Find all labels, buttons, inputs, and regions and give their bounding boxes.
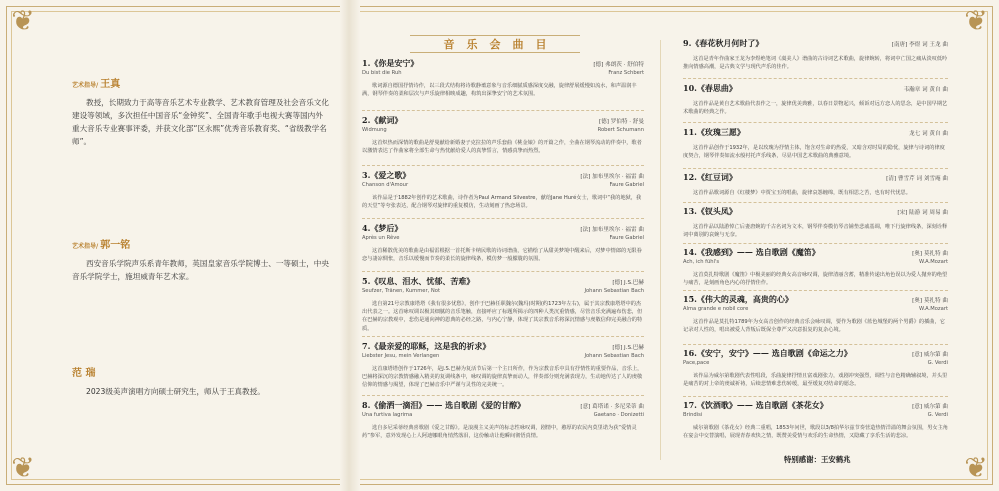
piece-description: 这首作品创作于1932年，是以玫瑰为抒情主体，饱含对生命的热爱，又暗含对时局的隐忧，旋律与诗词的律度度契合，钢琴伴奏如流水般衬托声乐线条，尽显中国艺术歌曲的典雅意境。 bbox=[683, 145, 945, 160]
divider bbox=[683, 290, 948, 291]
piece-title: 7.《最亲爱的耶稣，这是我的祈求》 bbox=[362, 341, 491, 351]
piece-title: 16.《安宁，安宁》—— 选自歌剧《命运之力》 bbox=[683, 348, 852, 358]
piece-composer: 韦瀚章 词 黄自 曲 bbox=[903, 87, 948, 93]
piece-subtitle: Après un Rêve bbox=[362, 235, 400, 241]
piece-description: 歌词源自德国抒情诗作，以三段式结构将诗歌静谧意象与音乐细腻质感深度交融，旋律舒展缓慢如流水，和声温润丰满，钢琴伴奏的柔和层次与声乐旋律相映成趣，构筑出深挚安宁的艺术氛围。 bbox=[362, 83, 637, 98]
program-item bbox=[683, 172, 948, 197]
piece-description: 这首炽热而深情的歌曲是舒曼献给新婚妻子克拉拉的声乐套曲《桃金娘》的开篇之作，全曲在钢琴流动的伴奏中，歌者以激情表达了作曲家将全部生命与热忱献给爱人的真挚誓言，情感真挚而热烈。 bbox=[362, 140, 642, 155]
bio-text: 2023级美声演唱方向硕士研究生，师从于王真教授。 bbox=[86, 387, 265, 396]
divider bbox=[362, 110, 644, 111]
program-item bbox=[683, 247, 948, 287]
page-fold bbox=[340, 0, 360, 491]
piece-composer: [德] 弗朗茨 · 舒伯特 bbox=[593, 62, 644, 68]
divider bbox=[683, 168, 948, 169]
piece-description: 该作品为威尔第歌剧代表性唱段，乐曲旋律抒情且富戏剧张力，戏剧冲突强烈，调性与音色精确辅叙境，并头里是痛苦的对上帝的虔诚祈祷，后续悲情难悲伤转缓，最至缓复对结命的愿念。 bbox=[683, 373, 948, 388]
divider bbox=[362, 218, 644, 219]
piece-subtitle: Chanson d'Amour bbox=[362, 182, 409, 188]
piece-description: 威尔第歌剧《茶花女》经典二重唱，1853年问世，歌段以3/8拍华尔兹节奏营造热情洋溢的舞会氛围，男女主角在宴会中交替演唱，展现青春欢快之情，既赞美爱情与欢乐的生命热情，又隐藏了享乐生活的悲凉。 bbox=[683, 425, 948, 440]
program-item bbox=[683, 83, 948, 116]
piece-title: 11.《玫瑰三愿》 bbox=[683, 127, 745, 137]
divider bbox=[362, 165, 644, 166]
program-item bbox=[362, 58, 644, 98]
bio-name: 范 瑞 bbox=[72, 368, 96, 379]
bio-name: 王真 bbox=[100, 79, 121, 90]
piece-composer: [清] 曹雪芹 词 刘雪庵 曲 bbox=[886, 176, 948, 182]
piece-title: 9.《春花秋月何时了》 bbox=[683, 38, 764, 48]
piece-composer-en: W.A.Mozart bbox=[918, 306, 948, 312]
piece-composer: [德] 罗伯特 · 舒曼 bbox=[598, 119, 644, 125]
piece-composer: [法] 加布里埃尔 · 福雷 曲 bbox=[580, 174, 644, 180]
piece-composer: [意] 葛塔诺 · 多尼采蒂 曲 bbox=[580, 404, 644, 410]
piece-composer-en: Faure Gabriel bbox=[609, 182, 644, 188]
piece-composer: 龙七 词 黄自 曲 bbox=[909, 131, 948, 137]
program-item bbox=[683, 127, 948, 160]
piece-description: 选自多尼采蒂经典喜歌剧《爱之甘醇》。是浪漫主义美声的标志性咏叹调，剧情中，憨厚的农民内莫里诺为获“爱情灵药”参军，意外发现心上人阿迪娜眼角悄然落泪，这份触动让他瞬间彻悟真情。 bbox=[362, 425, 637, 440]
bio-name: 郭一铭 bbox=[100, 240, 131, 251]
piece-subtitle: Brindisi bbox=[683, 412, 703, 418]
divider bbox=[362, 271, 644, 272]
piece-subtitle: Una furtiva lagrima bbox=[362, 412, 413, 418]
divider bbox=[362, 336, 644, 337]
piece-composer: [意] 威尔第 曲 bbox=[912, 404, 948, 410]
divider bbox=[683, 396, 948, 397]
program-item bbox=[683, 294, 948, 334]
piece-subtitle: Ach, ich fühl's bbox=[683, 259, 720, 265]
piece-title: 8.《偷洒一滴泪》—— 选自歌剧《爱的甘醇》 bbox=[362, 400, 526, 410]
piece-subtitle: Liebster Jesu, mein Verlangen bbox=[362, 353, 440, 359]
divider bbox=[683, 344, 948, 345]
bio-text: 西安音乐学院声乐系青年教师，英国皇家音乐学院博士、一等硕士，中央音乐学院学士，施坦威青年艺术家。 bbox=[72, 259, 329, 281]
piece-title: 17.《饮酒歌》—— 选自歌剧《茶花女》 bbox=[683, 400, 828, 410]
program-item bbox=[362, 170, 644, 210]
piece-description: 这首作品是黄自艺术歌曲代表作之一，旋律优美典雅，以春日景物起兴，倾诉对远方恋人的思念，是中国早期艺术歌曲的经典之作。 bbox=[683, 101, 948, 116]
piece-title: 3.《爱之歌》 bbox=[362, 170, 411, 180]
piece-description: 选自第21号宗教康塔塔《我有很多忧愁》，创作于巴赫任职魏尔(魏玛)时期(约1723年左右)，属于其宗教康塔塔中的杰出代表之一。这首咏叹调以极其细腻的音乐笔触，直接呼应了标题所揭示的四种人类沉重情感，尽管音乐充满遍布伤悲，但在巴赫的宗教观中，悲伤是通向神的恩典的必经之路，与内心宁静，体现了其宗教音乐将深沉情感与虔敬信仰完美融合的特质。 bbox=[362, 301, 643, 332]
program-item bbox=[362, 341, 644, 390]
corner-ornament-icon: ❦ bbox=[964, 451, 988, 484]
piece-description: 这首作品是莫扎特1789年为女高音创作的经典音乐会咏叹调，要作为歌剧《蓝色城堡的两个男爵》的插曲，它记录对人性的，唱出被爱人背叛后既保全尊严又决意报复的复杂心境。 bbox=[683, 319, 945, 334]
divider bbox=[362, 395, 644, 396]
piece-composer-en: W.A.Mozart bbox=[918, 259, 948, 265]
piece-composer-en: Gaetano · Donizetti bbox=[593, 412, 644, 418]
piece-subtitle: Widmung bbox=[362, 127, 387, 133]
piece-description: 这首莫扎特歌剧《魔笛》中极美丽的经典女高音咏叹调，旋律清丽含蓄，精准传递出角色误以为爱人抛弃的绝望与痛苦，是刻画角色内心的抒情佳作。 bbox=[683, 272, 948, 287]
piece-composer-en: G. Verdi bbox=[927, 412, 948, 418]
bio-guo-yiming bbox=[72, 236, 330, 283]
corner-ornament-icon: ❦ bbox=[964, 4, 988, 37]
divider bbox=[683, 78, 948, 79]
piece-title: 1.《你是安宁》 bbox=[362, 58, 419, 68]
piece-composer: [法] 加布里埃尔 · 福雷 曲 bbox=[580, 227, 644, 233]
piece-description: 这首作品以陆游悼亡后妻唐婉的千古名词为文本，钢琴伴奏模仿琴音铺垫悲戚基调，唯下行旋律线条，深刻诠释词中离别的哀婉与无奈。 bbox=[683, 224, 948, 239]
program-item bbox=[683, 206, 948, 239]
program-item bbox=[683, 400, 948, 440]
piece-composer-en: Johann Sebastian Bach bbox=[584, 288, 644, 294]
bio-fan-rui bbox=[72, 364, 330, 398]
piece-composer: [奥] 莫扎特 曲 bbox=[912, 251, 948, 257]
piece-description: 这首康塔塔创作于1726年，是J.S.巴赫为复活节后第一个主日所作，作为宗教音乐中具有抒情性的重要作品，音乐上，巴赫将深沉的宗教情感融入精美的复调线条中，咏叹调的旋律真挚而动人，伴奏部分则充满表现力，生动地传达了人的虔敬信仰的情感与渴望，体现了巴赫音乐中严谨与灵性的完美统一。 bbox=[362, 366, 643, 389]
bio-role: 艺术指导/ bbox=[72, 243, 99, 250]
piece-title: 10.《春思曲》 bbox=[683, 83, 737, 93]
piece-composer: [南唐] 李煜 词 王龙 曲 bbox=[891, 42, 948, 48]
program-item bbox=[362, 223, 644, 263]
piece-description: 这首是青年作曲家王龙为李煜绝笔词《虞美人》谱曲的古诗词艺术歌曲，旋律婉转，将词中亡国之痛从淡叹低吟推向情感高潮，是古典文学与现代声乐的佳作。 bbox=[683, 56, 948, 71]
piece-title: 4.《梦后》 bbox=[362, 223, 403, 233]
piece-description: 这首稀散优美的歌曲是由福雷根据一首托斯卡纳民歌的诗词谱曲，它描绘了从甜美梦境中醒来后，对梦中情郎的无限眷恋与凄凉惆怅，音乐以缓慢而节奏的柔长的旋律线条，模仿梦一般朦胧的氛围。 bbox=[362, 248, 642, 263]
page-title: 音乐会曲目 bbox=[410, 35, 580, 53]
program-item bbox=[362, 276, 644, 333]
piece-subtitle: Alma grande e nobil core bbox=[683, 306, 749, 312]
bio-wang-zhen bbox=[72, 75, 330, 148]
piece-composer-en: G. Verdi bbox=[927, 360, 948, 366]
divider bbox=[683, 202, 948, 203]
piece-subtitle: Pace,pace bbox=[683, 360, 710, 366]
piece-composer-en: Johann Sebastian Bach bbox=[584, 353, 644, 359]
corner-ornament-icon: ❦ bbox=[11, 451, 35, 484]
divider bbox=[683, 243, 948, 244]
program-item bbox=[362, 115, 644, 155]
piece-composer: [奥] 莫扎特 曲 bbox=[912, 298, 948, 304]
piece-title: 15.《伟大的灵魂，高贵的心》 bbox=[683, 294, 793, 304]
corner-ornament-icon: ❦ bbox=[11, 4, 35, 37]
special-thanks: 特别感谢：王安鹤兆 bbox=[784, 455, 851, 464]
program-item bbox=[683, 38, 948, 71]
piece-composer-en: Faure Gabriel bbox=[609, 235, 644, 241]
piece-composer: [宋] 陆游 词 周易 曲 bbox=[897, 210, 948, 216]
program-item bbox=[362, 400, 644, 440]
piece-subtitle: Seufzer, Tränen, Kummer, Not bbox=[362, 288, 440, 294]
piece-composer: [意] 威尔第 曲 bbox=[912, 352, 948, 358]
piece-description: 该作品是于1882年创作的艺术歌曲，诗作者为Paul Armand Silvestre，献给Jane Huré女士，歌词中“我的地狱，我的天堂”等夸张表达，配合钢琴对旋律的重复模仿，生动刻画了热恋场景。 bbox=[362, 195, 642, 210]
bio-role: 艺术指导/ bbox=[72, 82, 99, 89]
piece-composer-en: Robert Schumann bbox=[597, 127, 644, 133]
piece-subtitle: Du bist die Ruh bbox=[362, 70, 402, 76]
piece-title: 13.《钗头凤》 bbox=[683, 206, 737, 216]
divider bbox=[683, 122, 948, 123]
bio-text: 教授，长期致力于高等音乐艺术专业教学、艺术教育管理及社会音乐文化建设等领域，多次担任中国音乐“金钟奖”、全国青年歌手电视大赛等国内外重大音乐专业赛事评委，并获文化部“区永熙”优秀音乐教育奖、“省级教学名师”。 bbox=[72, 98, 329, 146]
piece-composer: [德] J.S.巴赫 bbox=[612, 345, 644, 351]
program-item bbox=[683, 348, 948, 388]
piece-title: 5.《叹息、泪水、忧郁、苦难》 bbox=[362, 276, 475, 286]
column-divider bbox=[660, 40, 661, 460]
piece-title: 2.《献词》 bbox=[362, 115, 403, 125]
piece-composer-en: Franz Schbert bbox=[608, 70, 644, 76]
piece-title: 14.《我感到》—— 选自歌剧《魔笛》 bbox=[683, 247, 820, 257]
piece-composer: [德] J.S.巴赫 bbox=[612, 280, 644, 286]
piece-title: 12.《红豆词》 bbox=[683, 172, 737, 182]
piece-description: 这首作品歌词源自《红楼梦》中贾宝玉的唱曲，旋律哀怨缠绵，既有相思之苦，也有时代忧思。 bbox=[693, 190, 911, 196]
